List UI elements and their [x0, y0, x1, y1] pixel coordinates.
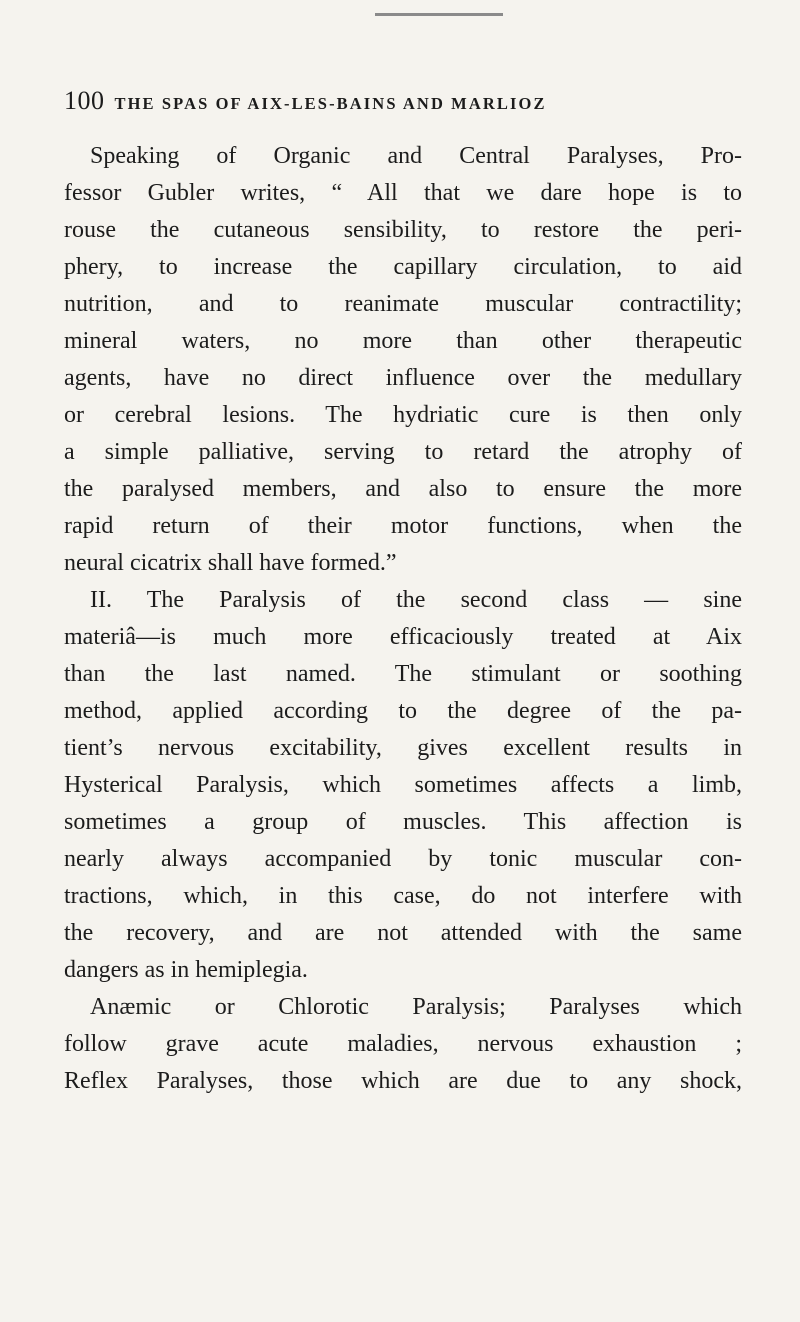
text-line: rouse the cutaneous sensibility, to restore the peri-: [64, 217, 742, 243]
text-line: rapid return of their motor functions, when the: [64, 513, 742, 539]
text-line: the paralysed members, and also to ensure the more: [64, 476, 742, 502]
page-number: 100: [64, 86, 105, 115]
text-line: sometimes a group of muscles. This affection is: [64, 809, 742, 835]
text-line: method, applied according to the degree of the pa-: [64, 698, 742, 724]
text-line: dangers as in hemiplegia.: [64, 957, 308, 983]
top-rule: [375, 13, 503, 16]
text-line: Hysterical Paralysis, which sometimes affects a limb,: [64, 772, 742, 798]
text-line: nearly always accompanied by tonic muscular con-: [64, 846, 742, 872]
text-line: Reflex Paralyses, those which are due to any shock,: [64, 1068, 742, 1094]
running-head: [64, 86, 742, 120]
text-line: Anæmic or Chlorotic Paralysis; Paralyses which: [90, 994, 742, 1020]
text-line: follow grave acute maladies, nervous exhaustion ;: [64, 1031, 742, 1057]
text-line: than the last named. The stimulant or soothing: [64, 661, 742, 687]
text-line: nutrition, and to reanimate muscular contractility;: [64, 291, 742, 317]
text-line: the recovery, and are not attended with the same: [64, 920, 742, 946]
text-line: mineral waters, no more than other therapeutic: [64, 328, 742, 354]
running-title: THE SPAS OF AIX-LES-BAINS AND MARLIOZ: [114, 94, 547, 113]
text-line: fessor Gubler writes, “ All that we dare hope is to: [64, 180, 742, 206]
text-line: agents, have no direct influence over the medullary: [64, 365, 742, 391]
book-page: [64, 86, 742, 1100]
text-line: a simple palliative, serving to retard the atrophy of: [64, 439, 742, 465]
text-line: materiâ—is much more efficaciously treated at Aix: [64, 624, 742, 650]
text-line: neural cicatrix shall have formed.”: [64, 550, 397, 576]
body-text: [64, 138, 742, 1100]
text-line: tractions, which, in this case, do not interfere with: [64, 883, 742, 909]
text-line: tient’s nervous excitability, gives excellent results in: [64, 735, 742, 761]
text-line: or cerebral lesions. The hydriatic cure is then only: [64, 402, 742, 428]
text-line: Speaking of Organic and Central Paralyses, Pro-: [90, 143, 742, 169]
text-line: II. The Paralysis of the second class — sine: [90, 587, 742, 613]
text-line: phery, to increase the capillary circulation, to aid: [64, 254, 742, 280]
